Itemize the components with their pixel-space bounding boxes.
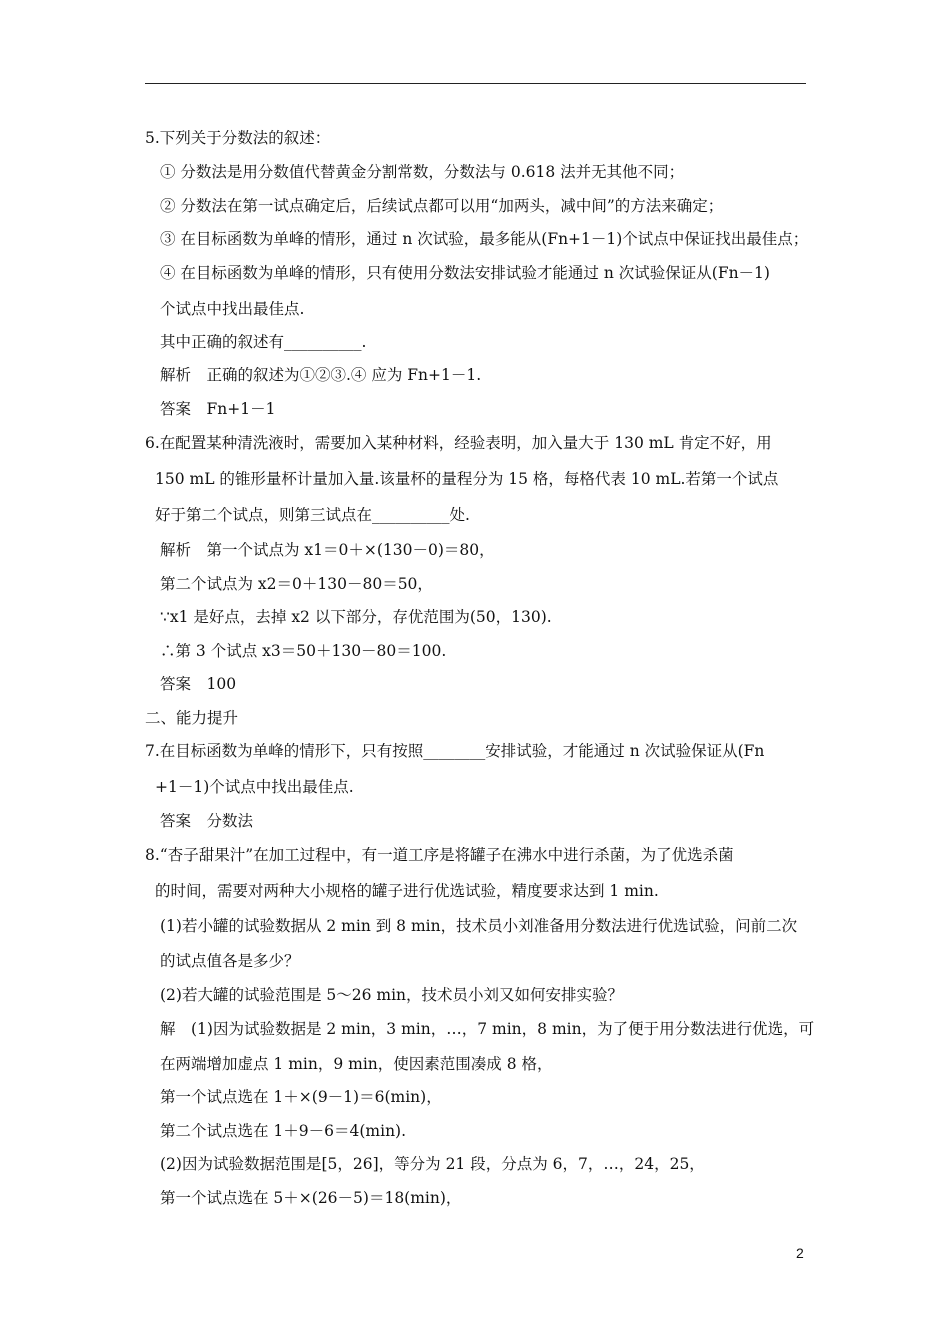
q8-part-1-cont: 的试点值各是多少？: [160, 952, 300, 970]
q6-stem-line-2: 150 mL 的锥形量杯计量加入量.该量杯的量程分为 15 格，每格代表 10 mL.若第一个试点: [155, 470, 779, 488]
q5-stem: 5.下列关于分数法的叙述：: [145, 129, 331, 147]
q6-analysis-4: ∴第 3 个试点 x3＝50＋130－80＝100.: [160, 642, 447, 660]
q8-part-2: (2)若大罐的试验范围是 5～26 min，技术员小刘又如何安排实验？: [160, 986, 624, 1004]
section-heading: 二、能力提升: [145, 709, 239, 727]
q6-stem-line-1: 6.在配置某种清洗液时，需要加入某种材料，经验表明，加入量大于 130 mL 肯定不好，用: [145, 434, 772, 452]
q6-analysis-1: 解析 第一个试点为 x1＝0＋×(130－0)＝80，: [160, 541, 495, 559]
q8-solution-3: 第一个试点选在 1＋×(9－1)＝6(min)，: [160, 1088, 442, 1106]
q5-answer: 答案 Fn+1－1: [160, 400, 276, 418]
q8-part-1: (1)若小罐的试验数据从 2 min 到 8 min，技术员小刘准备用分数法进行优选试验，问前二次: [160, 917, 798, 935]
q7-stem-line-1: 7.在目标函数为单峰的情形下，只有按照________安排试验，才能通过 n 次试验保证从(Fn: [145, 742, 765, 760]
q8-solution-5: (2)因为试验数据范围是[5，26]，等分为 21 段，分点为 6，7，…，24，25，: [160, 1155, 705, 1173]
q8-solution-6: 第一个试点选在 5＋×(26－5)＝18(min)，: [160, 1189, 462, 1207]
q6-answer: 答案 100: [160, 675, 237, 693]
q5-option-4: ④ 在目标函数为单峰的情形，只有使用分数法安排试验才能通过 n 次试验保证从(Fn－1): [160, 264, 770, 282]
q5-option-1: ① 分数法是用分数值代替黄金分割常数，分数法与 0.618 法并无其他不同；: [160, 163, 685, 181]
q6-stem-line-3: 好于第二个试点，则第三试点在__________处.: [155, 506, 470, 524]
q8-stem-line-2: 的时间，需要对两种大小规格的罐子进行优选试验，精度要求达到 1 min.: [155, 882, 659, 900]
q8-solution-1: 解 (1)因为试验数据是 2 min，3 min，…，7 min，8 min，为了便于用分数法进行优选，可: [160, 1020, 815, 1038]
q5-option-3: ③ 在目标函数为单峰的情形，通过 n 次试验，最多能从(Fn+1－1)个试点中保证找出最佳点；: [160, 230, 809, 248]
q6-analysis-2: 第二个试点为 x2＝0＋130－80＝50，: [160, 575, 433, 593]
q5-option-2: ② 分数法在第一试点确定后，后续试点都可以用“加两头，减中间”的方法来确定；: [160, 197, 724, 215]
q7-stem-line-2: +1－1)个试点中找出最佳点.: [155, 778, 354, 796]
page-number: 2: [796, 1245, 804, 1261]
q8-solution-2: 在两端增加虚点 1 min，9 min，使因素范围凑成 8 格，: [160, 1055, 553, 1073]
q5-analysis: 解析 正确的叙述为①②③.④ 应为 Fn+1－1.: [160, 366, 482, 384]
q8-stem-line-1: 8.“杏子甜果汁”在加工过程中，有一道工序是将罐子在沸水中进行杀菌，为了优选杀菌: [145, 846, 734, 864]
header-rule: [145, 83, 806, 84]
q8-solution-4: 第二个试点选在 1＋9－6＝4(min).: [160, 1122, 407, 1140]
q7-answer: 答案 分数法: [160, 812, 254, 830]
q5-question: 其中正确的叙述有__________.: [160, 333, 367, 351]
q5-option-4-cont: 个试点中找出最佳点.: [160, 300, 305, 318]
q6-analysis-3: ∵x1 是好点，去掉 x2 以下部分，存优范围为(50，130).: [160, 608, 552, 626]
